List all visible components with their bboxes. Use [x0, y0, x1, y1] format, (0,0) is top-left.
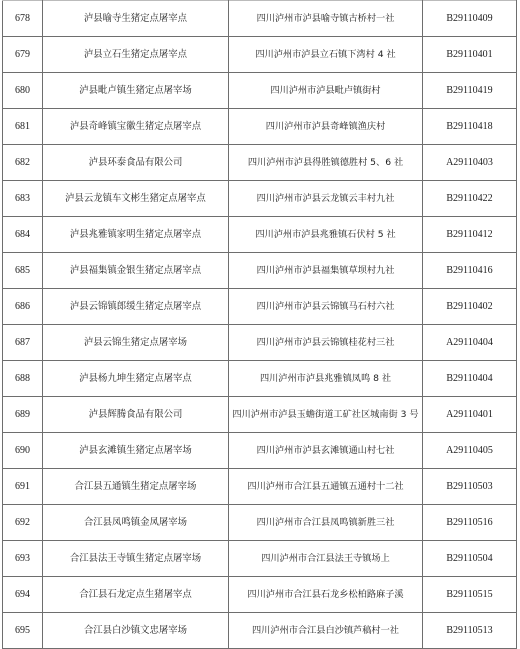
address-cell: 四川泸州市泸县云锦镇马石村六社 [229, 289, 423, 325]
row-number-cell: 689 [3, 397, 43, 433]
license-code-cell: B29110404 [423, 361, 517, 397]
slaughterhouse-name-cell: 泸县玄滩镇生猪定点屠宰场 [43, 433, 229, 469]
slaughterhouse-name-cell: 泸县云锦镇郎缓生猪定点屠宰点 [43, 289, 229, 325]
row-number-cell: 692 [3, 505, 43, 541]
table-row [3, 1, 517, 37]
row-number-cell: 683 [3, 181, 43, 217]
table-row [3, 469, 517, 505]
slaughterhouse-name-cell: 泸县环泰食品有限公司 [43, 145, 229, 181]
slaughterhouse-name-cell: 泸县云锦生猪定点屠宰场 [43, 325, 229, 361]
slaughterhouse-name-cell: 泸县兆雅镇家明生猪定点屠宰点 [43, 217, 229, 253]
table-row [3, 73, 517, 109]
slaughterhouse-name-cell: 泸县奇峰镇宝徽生猪定点屠宰点 [43, 109, 229, 145]
slaughterhouse-name-cell: 泸县喻寺生猪定点屠宰点 [43, 1, 229, 37]
address-cell: 四川泸州市泸县毗卢镇街村 [229, 73, 423, 109]
license-code-cell: B29110515 [423, 577, 517, 613]
row-number-cell: 690 [3, 433, 43, 469]
row-number-cell: 691 [3, 469, 43, 505]
address-cell: 四川泸州市泸县福集镇草坝村九社 [229, 253, 423, 289]
row-number-cell: 685 [3, 253, 43, 289]
address-cell: 四川泸州市泸县玄滩镇通山村七社 [229, 433, 423, 469]
license-code-cell: B29110412 [423, 217, 517, 253]
row-number-cell: 688 [3, 361, 43, 397]
license-code-cell: B29110416 [423, 253, 517, 289]
row-number-cell: 678 [3, 1, 43, 37]
license-code-cell: B29110402 [423, 289, 517, 325]
license-code-cell: B29110401 [423, 37, 517, 73]
table-row [3, 433, 517, 469]
row-number-cell: 680 [3, 73, 43, 109]
address-cell: 四川泸州市泸县云锦镇桂花村三社 [229, 325, 423, 361]
license-code-cell: B29110418 [423, 109, 517, 145]
slaughterhouse-table [2, 0, 517, 649]
table-row [3, 253, 517, 289]
slaughterhouse-name-cell: 泸县福集镇金银生猪定点屠宰点 [43, 253, 229, 289]
address-cell: 四川泸州市泸县兆雅镇凤鸣 8 社 [229, 361, 423, 397]
license-code-cell: A29110401 [423, 397, 517, 433]
table-row [3, 181, 517, 217]
table-row [3, 541, 517, 577]
license-code-cell: B29110409 [423, 1, 517, 37]
license-code-cell: A29110403 [423, 145, 517, 181]
slaughterhouse-name-cell: 泸县毗卢镇生猪定点屠宰场 [43, 73, 229, 109]
row-number-cell: 681 [3, 109, 43, 145]
address-cell: 四川泸州市泸县奇峰镇渔庆村 [229, 109, 423, 145]
address-cell: 四川泸州市合江县五通镇五通村十二社 [229, 469, 423, 505]
row-number-cell: 693 [3, 541, 43, 577]
table-row [3, 37, 517, 73]
slaughterhouse-name-cell: 泸县杨九坤生猪定点屠宰点 [43, 361, 229, 397]
license-code-cell: B29110419 [423, 73, 517, 109]
address-cell: 四川泸州市合江县凤鸣镇新胜三社 [229, 505, 423, 541]
row-number-cell: 684 [3, 217, 43, 253]
address-cell: 四川泸州市泸县云龙镇云丰村九社 [229, 181, 423, 217]
row-number-cell: 679 [3, 37, 43, 73]
address-cell: 四川泸州市合江县石龙乡松柏路麻子溪 [229, 577, 423, 613]
license-code-cell: B29110513 [423, 613, 517, 649]
table-row [3, 577, 517, 613]
license-code-cell: B29110503 [423, 469, 517, 505]
slaughterhouse-name-cell: 合江县五通镇生猪定点屠宰场 [43, 469, 229, 505]
row-number-cell: 694 [3, 577, 43, 613]
license-code-cell: A29110405 [423, 433, 517, 469]
row-number-cell: 686 [3, 289, 43, 325]
table-row [3, 613, 517, 649]
table-row [3, 397, 517, 433]
address-cell: 四川泸州市泸县兆雅镇石伏村 5 社 [229, 217, 423, 253]
license-code-cell: B29110516 [423, 505, 517, 541]
slaughterhouse-name-cell: 泸县立石生猪定点屠宰点 [43, 37, 229, 73]
table-row [3, 109, 517, 145]
table-row [3, 361, 517, 397]
address-cell: 四川泸州市泸县得胜镇德胜村 5、6 社 [229, 145, 423, 181]
slaughterhouse-name-cell: 合江县法王寺镇生猪定点屠宰场 [43, 541, 229, 577]
address-cell: 四川泸州市合江县白沙镇芦稿村一社 [229, 613, 423, 649]
row-number-cell: 682 [3, 145, 43, 181]
address-cell: 四川泸州市合江县法王寺镇场上 [229, 541, 423, 577]
address-cell: 四川泸州市泸县玉蟾街道工矿社区城南街 3 号 [229, 397, 423, 433]
table-row [3, 289, 517, 325]
table-body [3, 1, 517, 649]
table-row [3, 505, 517, 541]
slaughterhouse-name-cell: 泸县辉腾食品有限公司 [43, 397, 229, 433]
license-code-cell: B29110504 [423, 541, 517, 577]
row-number-cell: 687 [3, 325, 43, 361]
row-number-cell: 695 [3, 613, 43, 649]
slaughterhouse-name-cell: 合江县白沙镇文忠屠宰场 [43, 613, 229, 649]
slaughterhouse-name-cell: 泸县云龙镇车文彬生猪定点屠宰点 [43, 181, 229, 217]
license-code-cell: B29110422 [423, 181, 517, 217]
table-row [3, 145, 517, 181]
address-cell: 四川泸州市泸县喻寺镇古桥村一社 [229, 1, 423, 37]
license-code-cell: A29110404 [423, 325, 517, 361]
address-cell: 四川泸州市泸县立石镇下湾村 4 社 [229, 37, 423, 73]
table-row [3, 217, 517, 253]
slaughterhouse-name-cell: 合江县凤鸣镇金凤屠宰场 [43, 505, 229, 541]
slaughterhouse-name-cell: 合江县石龙定点生猪屠宰点 [43, 577, 229, 613]
table-row [3, 325, 517, 361]
